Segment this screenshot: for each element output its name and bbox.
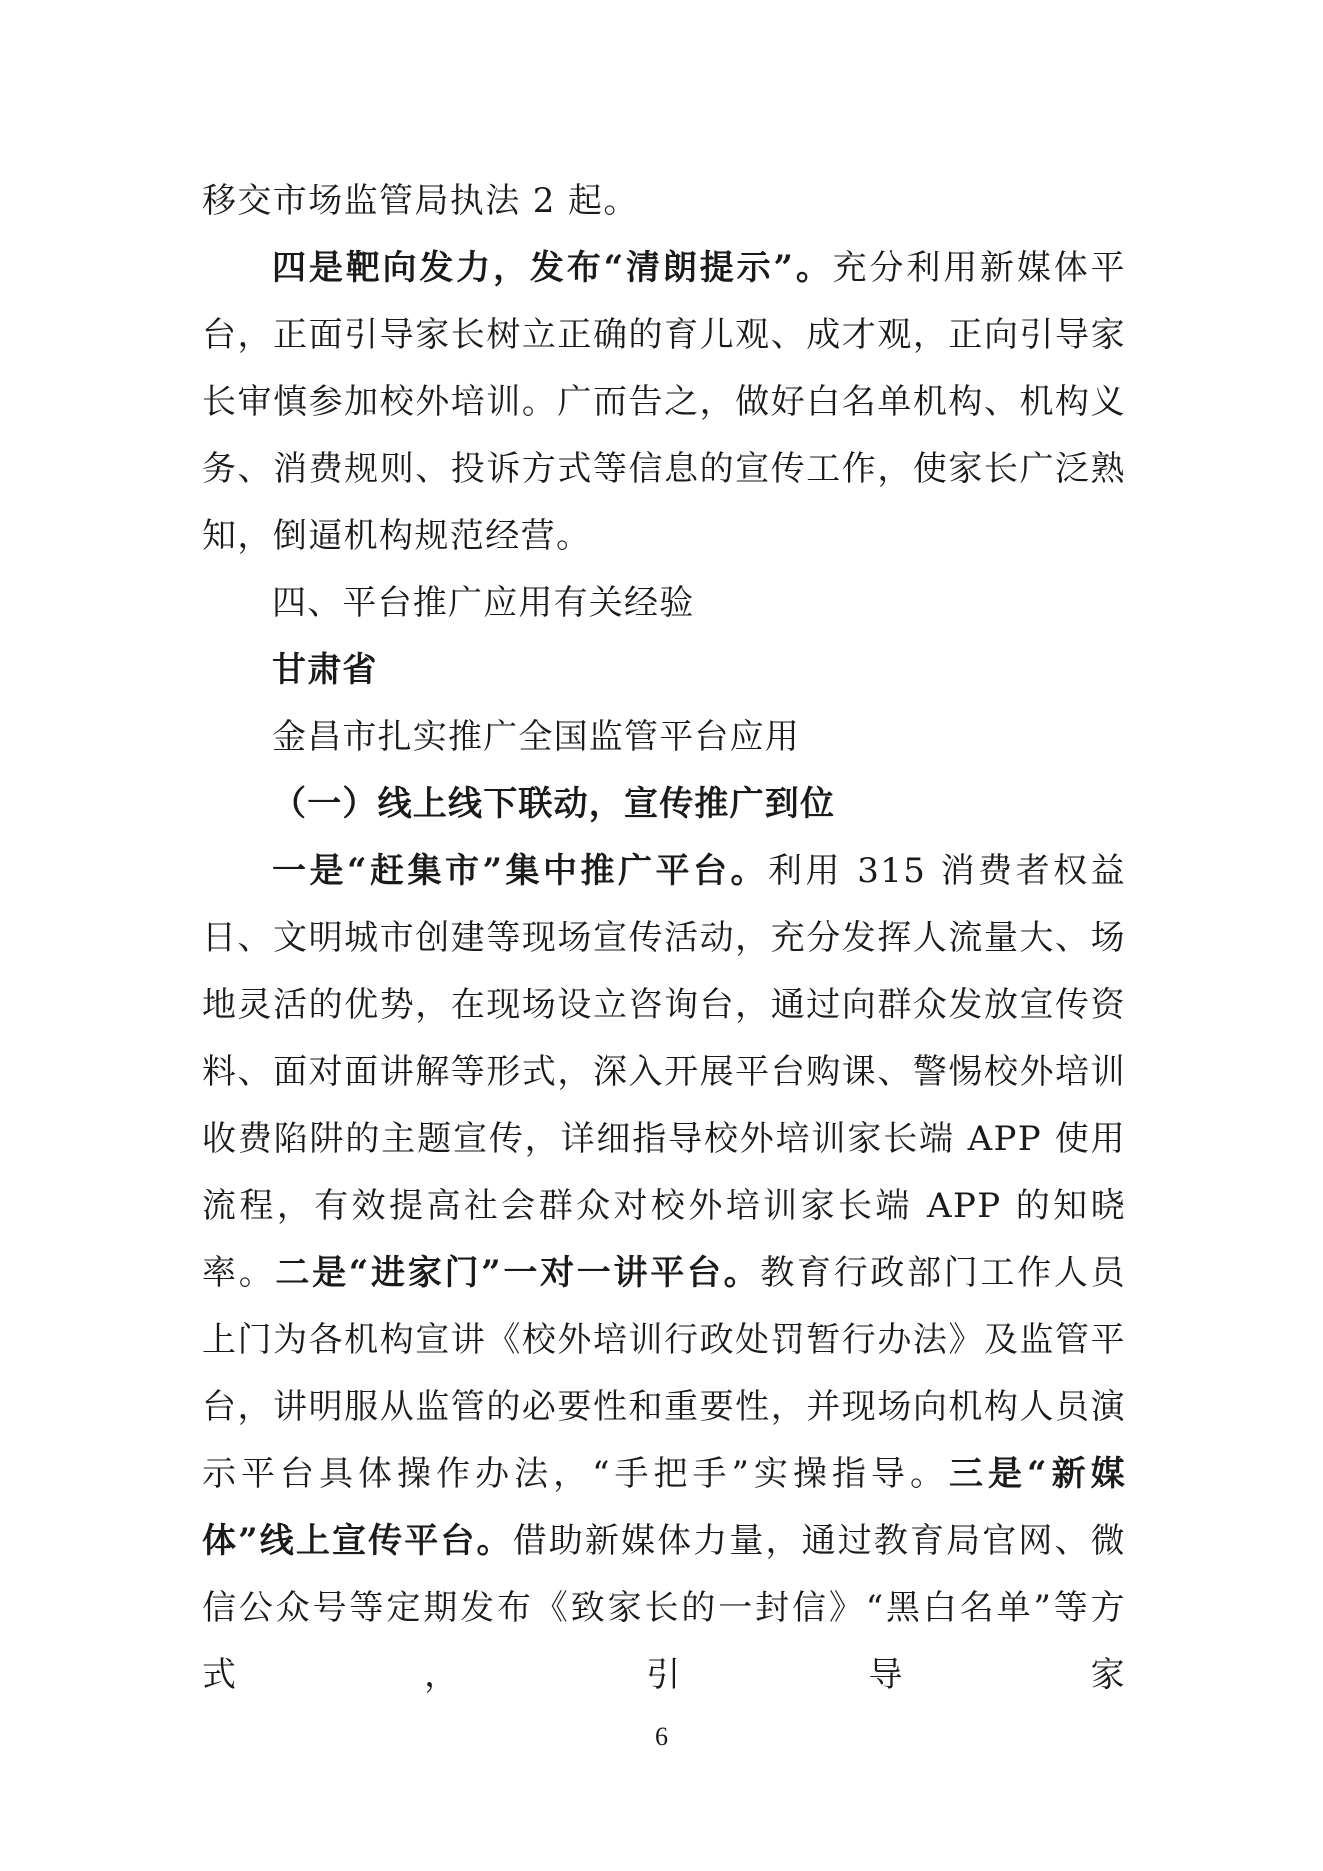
- paragraph-text: 充分利用新媒体平台，正面引导家长树立正确的育儿观、成才观，正向引导家长审慎参加校外培训。广而告之，做好白名单机构、机构义务、消费规则、投诉方式等信息的宣传工作，使家长广泛熟知，倒逼机构规范经营。: [202, 248, 1127, 556]
- paragraph-text-1: 利用 315 消费者权益日、文明城市创建等现场宣传活动，充分发挥人流量大、场地灵活的优势，在现场设立咨询台，通过向群众发放宣传资料、面对面讲解等形式，深入开展平台购课、警惕校外培训收费陷阱的主题宣传，详细指导校外培训家长端 APP 使用流程，有效提高社会群众对校外培训家长端 APP 的知晓率。: [202, 851, 1126, 1293]
- paragraph-text: 移交市场监管局执法 2 起。: [202, 181, 639, 221]
- document-body: [202, 168, 1126, 1709]
- paragraph-text-2: 教育行政部门工作人员上门为各机构宣讲《校外培训行政处罚暂行办法》及监管平台，讲明服从监管的必要性和重要性，并现场向机构人员演示平台具体操作办法，“手把手”实操指导。: [202, 1253, 1127, 1494]
- paragraph-promotion: [202, 838, 1126, 1709]
- paragraph-targeted-effort: [202, 235, 1126, 570]
- province-heading: 甘肃省: [272, 650, 378, 690]
- paragraph-lead-2: 二是“进家门”一对一讲平台。: [275, 1253, 761, 1293]
- article-title: 金昌市扎实推广全国监管平台应用: [272, 717, 800, 757]
- paragraph-continuation: [202, 168, 1126, 235]
- paragraph-text-3: 借助新媒体力量，通过教育局官网、微信公众号等定期发布《致家长的一封信》“黑白名单”等方式，引导家: [202, 1521, 1126, 1695]
- paragraph-lead: 四是靶向发力，发布“清朗提示”。: [272, 248, 833, 288]
- sub-heading: （一）线上线下联动，宣传推广到位: [272, 784, 836, 824]
- page-number: 6: [655, 1722, 668, 1751]
- paragraph-lead-1: 一是“赶集市”集中推广平台。: [272, 851, 768, 891]
- section-heading: 四、平台推广应用有关经验: [272, 583, 695, 623]
- paragraph-lead-3: 三是“新媒体”线上宣传平台。: [202, 1454, 1127, 1561]
